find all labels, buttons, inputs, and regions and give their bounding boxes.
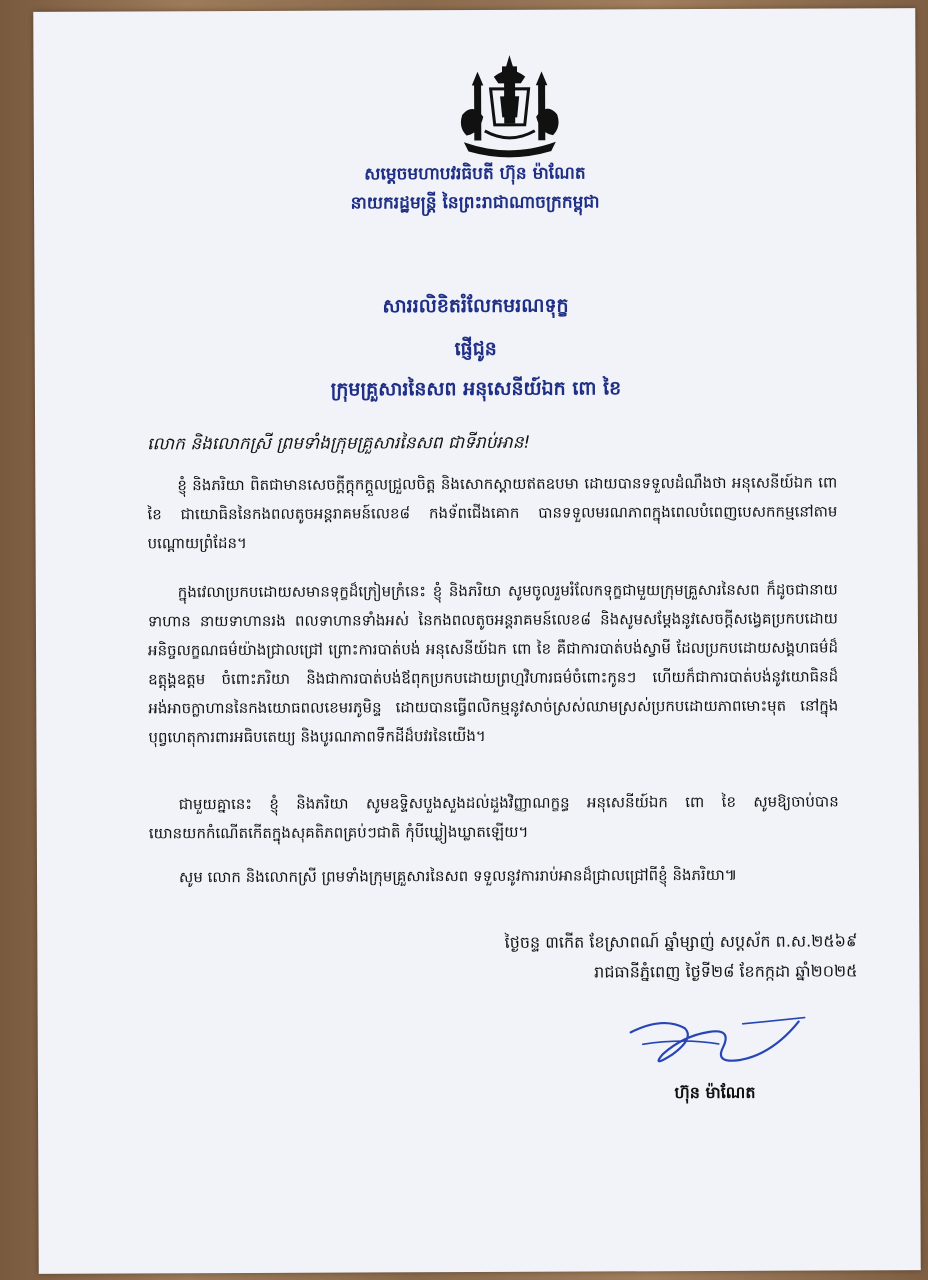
- letter-subtitle: ផ្ញើជូន: [454, 337, 497, 361]
- signatory-name: ហ៊ុន ម៉ាណែត: [674, 1082, 756, 1103]
- paragraph-2: ក្នុងវេលាប្រកបដោយសមានទុក្ខដ៏ក្រៀមក្រំនេះ ខ្ញុំ និងភរិយា សូមចូលរួមរំលែកទុក្ខជាមួយក្រុមគ្រួសារនៃសព ក៏ដូចជានាយទាហាន នាយទាហានរង ពលទាហានទាំងអស់ នៃកងពលតូចអន្តរាគមន៍លេខ៨ និងសូមសម្ដែងនូវសេចក្ដីសង្វេគប្រកបដោយអនិច្ចលក្ខណធម៌យ៉ាងជ្រាលជ្រៅ ព្រោះការបាត់បង់ អនុសេនីយ៍ឯក ពោ ខៃ គឺជាការបាត់បង់ស្វាមី ដែលប្រកបដោយសង្គហធម៌ដ៏ឧត្តុង្គឧត្តម ចំពោះភរិយា និងជាការបាត់បង់ឪពុកប្រកបដោយព្រហ្មវិហារធម៌ចំពោះកូនៗ ហើយក៏ជាការបាត់បង់នូវយោធិនដ៏អង់អាចក្លាហាននៃកងយោធពលខេមរភូមិន្ទ ដោយបានធ្វើពលិកម្មនូវសាច់ស្រស់ឈាមស្រស់ប្រកបដោយភាពមោះមុត នៅក្នុងបុព្វហេតុការពារអធិបតេយ្យ និងបូរណភាពទឹកដីដ៏បវរនៃយើង។: [147, 580, 839, 747]
- letter-title: សាររលិខិតរំលែកមរណទុក្ខ: [382, 294, 569, 318]
- sender-position: នាយករដ្ឋមន្ត្រី នៃព្រះរាជាណាចក្រកម្ពុជា: [350, 192, 600, 214]
- lunar-date: ថ្ងៃចន្ទ ៣កើត ខែស្រាពណ៍ ឆ្នាំម្សាញ់ សប្ដស័ក ព.ស.២៥៦៩: [504, 931, 858, 952]
- condolence-letter-page: [33, 8, 920, 1274]
- solar-date: រាជធានីភ្នំពេញ ថ្ងៃទី២៨ ខែកក្កដា ឆ្នាំ២០២៥: [594, 961, 858, 982]
- paragraph-1: ខ្ញុំ និងភរិយា ពិតជាមានសេចក្ដីក្តុកក្តួលជ្រួលចិត្ត និងសោកស្ដាយឥតឧបមា ដោយបានទទួលដំណឹងថា អនុសេនីយ៍ឯក ពោ ខៃ ជាយោធិននៃកងពលតូចអន្តរាគមន៍លេខ៨ កងទ័ពជើងគោក បានទទួលមរណភាពក្នុងពេលបំពេញបេសកកម្មនៅតាមបណ្ដោយព្រំដែន។: [147, 473, 838, 553]
- paragraph-4: សូម លោក និងលោកស្រី ព្រមទាំងក្រុមគ្រួសារនៃសព ទទួលនូវការរាប់អានដ៏ជ្រាលជ្រៅពីខ្ញុំ និងភរិយា៕: [178, 865, 738, 887]
- letter-recipient: ក្រុមគ្រួសារនៃសព អនុសេនីយ៍ឯក ពោ ខៃ: [330, 377, 622, 401]
- salutation: លោក និងលោកស្រី ព្រមទាំងក្រុមគ្រួសារនៃសព ជាទីរាប់អាន!: [147, 432, 531, 455]
- paragraph-3: ជាមួយគ្នានេះ ខ្ញុំ និងភរិយា សូមឧទ្ទិសបួងសួងដល់ដួងវិញ្ញាណក្ខន្ធ អនុសេនីយ៍ឯក ពោ ខៃ សូមឱ្យចាប់បានយោនយកកំណើតកើតក្នុងសុគតិភពគ្រប់ៗជាតិ កុំបីឃ្លៀងឃ្លាតឡើយ។: [148, 792, 839, 843]
- sender-name: សម្ដេចមហាបវរធិបតី ហ៊ុន ម៉ាណែត: [364, 163, 586, 185]
- handwritten-signature: [623, 1014, 813, 1075]
- royal-coat-of-arms-icon: [454, 55, 564, 160]
